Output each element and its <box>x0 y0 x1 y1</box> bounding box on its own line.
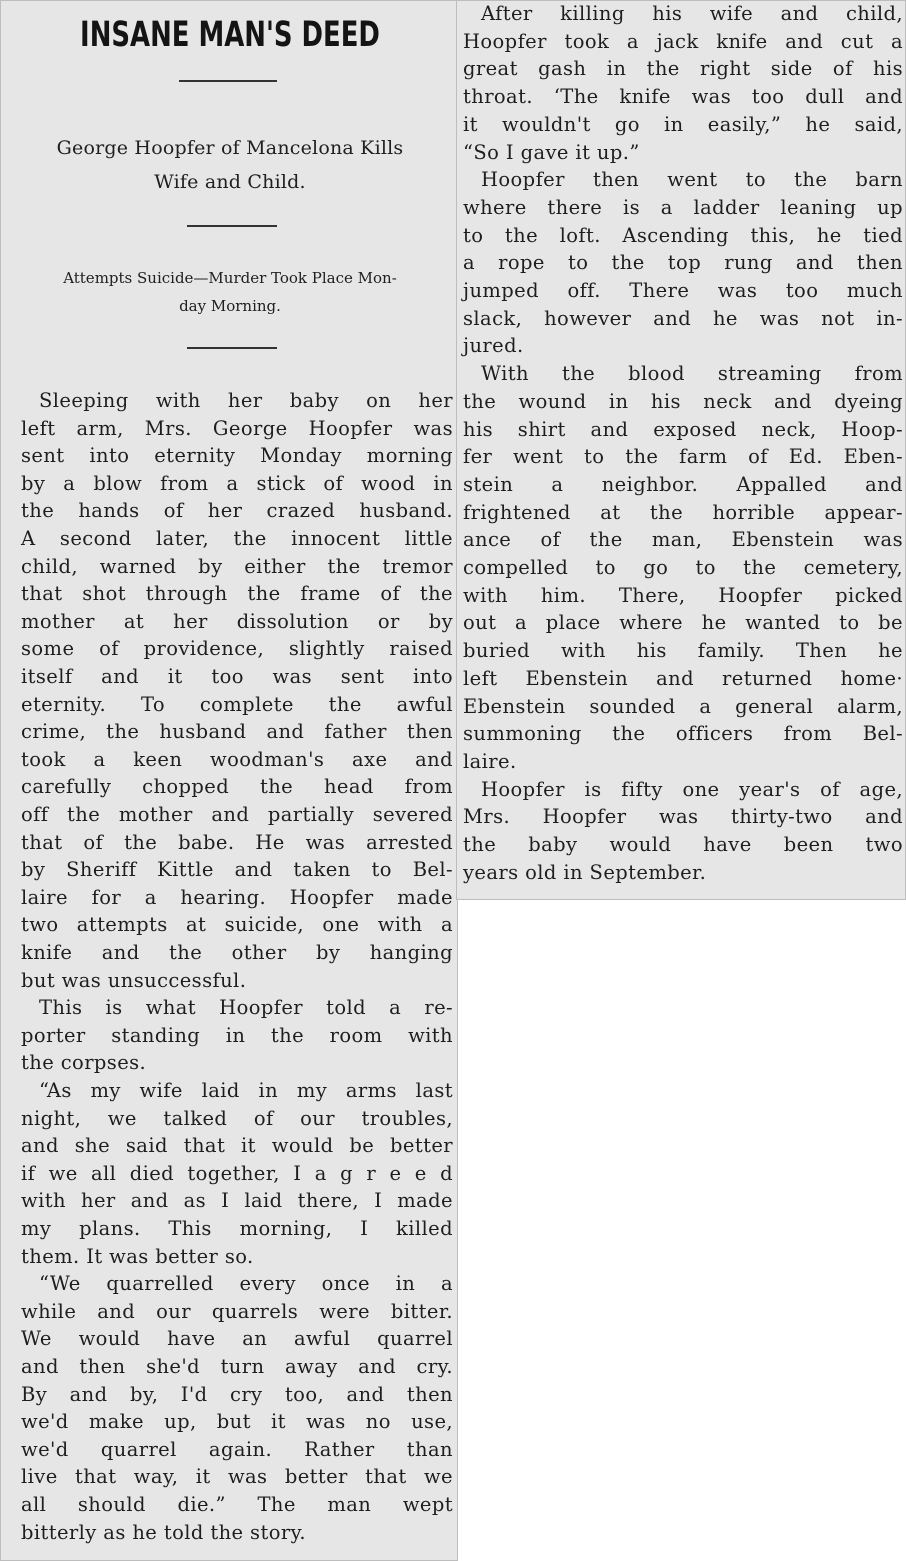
text-line: knife and the other by hanging <box>21 941 453 964</box>
deck-secondary <box>1 264 458 320</box>
text-line: laire. <box>463 749 517 773</box>
deck-primary <box>1 131 458 199</box>
text-line: we'd make up, but it was no use, <box>21 1410 453 1434</box>
text-line: “We quarrelled every once in a <box>39 1272 453 1296</box>
text-line: eternity. To complete the awful <box>21 692 453 716</box>
deck-primary-line: George Hoopfer of Mancelona Kills <box>56 137 404 159</box>
text-line: by a blow from a stick of wood in <box>21 471 453 495</box>
text-line: but was unsuccessful. <box>21 968 247 992</box>
text-line: left arm, Mrs. George Hoopfer was <box>21 416 453 440</box>
text-line: laire for a hearing. Hoopfer made <box>21 885 453 909</box>
text-line: We would have an awful quarrel <box>21 1327 453 1351</box>
text-line: slack, however and he was not in- <box>463 306 903 330</box>
article-clipping-right-column <box>456 0 906 900</box>
text-line: years old in September. <box>463 860 707 884</box>
text-line: By and by, I'd cry too, and then <box>21 1382 453 1406</box>
text-line: some of providence, slightly raised <box>21 637 453 661</box>
text-line: left Ebenstein and returned home· <box>463 666 903 690</box>
text-line: that of the babe. He was arrested <box>21 830 453 854</box>
text-line: bitterly as he told the story. <box>21 1520 306 1544</box>
text-line: porter standing in the room with <box>21 1023 453 1047</box>
text-line: the hands of her crazed husband. <box>21 499 453 523</box>
text-line: child, warned by either the tremor <box>21 554 453 578</box>
text-line: Hoopfer took a jack knife and cut a <box>463 29 903 53</box>
text-line: sent into eternity Monday morning <box>21 444 453 468</box>
text-line: A second later, the innocent little <box>21 527 453 550</box>
text-line: my plans. This morning, I killed <box>21 1217 453 1240</box>
text-line: fer went to the farm of Ed. Eben- <box>463 445 903 469</box>
text-line: took a keen woodman's axe and <box>21 747 453 771</box>
headline-rule <box>179 80 277 82</box>
text-line: and she said that it would be better <box>21 1134 453 1158</box>
text-line: After killing his wife and child, <box>481 2 903 25</box>
deck-secondary-line: day Morning. <box>179 297 281 315</box>
text-line: compelled to go to the cemetery, <box>463 556 903 579</box>
text-line: the wound in his neck and dyeing <box>463 389 903 413</box>
text-line: Sleeping with her baby on her <box>39 389 453 412</box>
text-line: if we all died together, I a g r e e d <box>21 1161 453 1185</box>
text-line: out a place where he wanted to be <box>463 611 903 635</box>
headline: INSANE MAN'S DEED <box>80 15 380 55</box>
text-line: live that way, it was better that we <box>21 1465 453 1489</box>
text-line: with him. There, Hoopfer picked <box>463 583 903 607</box>
deck-rule <box>187 225 277 227</box>
text-line: his shirt and exposed neck, Hoop- <box>463 417 903 441</box>
text-line: two attempts at suicide, one with a <box>21 913 453 937</box>
text-line: the corpses. <box>21 1051 147 1075</box>
text-line: off the mother and partially severed <box>21 803 453 826</box>
text-line: Hoopfer then went to the barn <box>481 168 903 192</box>
text-line: “So I gave it up.” <box>463 140 640 164</box>
text-line: to the loft. Ascending this, he tied <box>463 223 903 247</box>
text-line: them. It was better so. <box>21 1244 254 1268</box>
text-line: frightened at the horrible appear- <box>463 500 903 524</box>
text-line: jumped off. There was too much <box>463 279 903 302</box>
text-line: and then she'd turn away and cry. <box>21 1355 453 1378</box>
text-line: all should die.” The man wept <box>21 1493 453 1516</box>
text-line: ance of the man, Ebenstein was <box>463 528 903 552</box>
text-line: a rope to the top rung and then <box>463 251 903 275</box>
text-line: with her and as I laid there, I made <box>21 1189 453 1213</box>
text-line: it wouldn't go in easily,” he said, <box>463 112 903 136</box>
text-line: summoning the officers from Bel- <box>463 722 903 746</box>
text-line: we'd quarrel again. Rather than <box>21 1437 453 1461</box>
body-rule <box>187 347 277 349</box>
text-line: This is what Hoopfer told a re- <box>39 996 453 1020</box>
text-line: where there is a ladder leaning up <box>463 195 903 219</box>
text-line: itself and it too was sent into <box>21 665 453 688</box>
text-line: by Sheriff Kittle and taken to Bel- <box>21 858 453 882</box>
text-line: the baby would have been two <box>463 833 903 856</box>
text-line: that shot through the frame of the <box>21 582 453 606</box>
text-line: great gash in the right side of his <box>463 57 903 81</box>
text-line: Ebenstein sounded a general alarm, <box>463 694 903 718</box>
text-line: crime, the husband and father then <box>21 720 453 744</box>
text-line: throat. ‘The knife was too dull and <box>463 85 903 109</box>
text-line: stein a neighbor. Appalled and <box>463 472 903 496</box>
text-line: With the blood streaming from <box>481 362 903 386</box>
text-line: night, we talked of our troubles, <box>21 1106 453 1130</box>
text-line: jured. <box>463 334 524 358</box>
text-line: Hoopfer is fifty one year's of age, <box>481 777 903 801</box>
text-line: “As my wife laid in my arms last <box>39 1079 453 1102</box>
text-line: mother at her dissolution or by <box>21 609 453 633</box>
text-line: buried with his family. Then he <box>463 639 903 663</box>
text-line: Mrs. Hoopfer was thirty-two and <box>463 805 903 829</box>
text-line: carefully chopped the head from <box>21 775 453 799</box>
text-line: while and our quarrels were bitter. <box>21 1299 453 1323</box>
deck-secondary-line: Attempts Suicide—Murder Took Place Mon- <box>63 269 397 287</box>
deck-primary-line: Wife and Child. <box>154 171 306 193</box>
